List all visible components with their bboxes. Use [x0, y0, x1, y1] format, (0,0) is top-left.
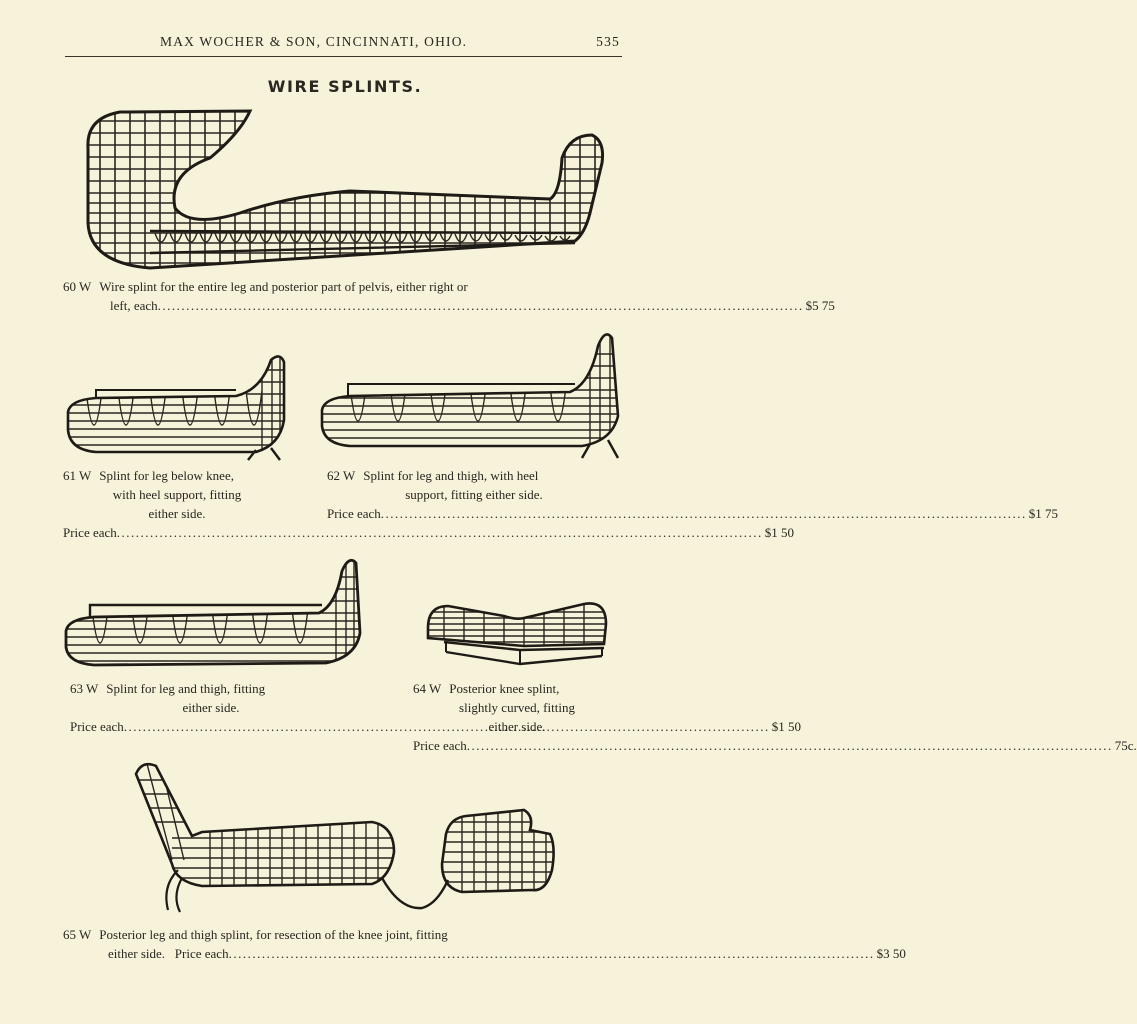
- leader-dots: [158, 298, 804, 313]
- item-60w: [63, 277, 835, 315]
- item-number: 61 W: [63, 468, 92, 483]
- item-description-cont: either side.: [108, 946, 166, 961]
- splint-64w-illustration: [424, 598, 610, 670]
- price-label: Price each: [327, 506, 381, 521]
- splint-60w-illustration: [80, 103, 610, 275]
- item-description-cont: left, each: [110, 298, 158, 313]
- firm-name: MAX WOCHER & SON, CINCINNATI, OHIO.: [160, 34, 468, 49]
- item-price: $3 50: [876, 946, 906, 961]
- item-price: $1 50: [764, 525, 795, 540]
- header-rule: [65, 56, 622, 57]
- leader-dots: [381, 506, 1027, 521]
- leader-dots: [467, 738, 1113, 753]
- running-head: [60, 34, 620, 54]
- item-price: $1 50: [771, 719, 802, 734]
- item-number: 64 W: [413, 681, 442, 696]
- item-description-cont: either side.: [148, 506, 206, 521]
- splint-62w-illustration: [320, 326, 622, 462]
- price-label: Price each: [413, 738, 467, 753]
- splint-61w-illustration: [66, 350, 288, 462]
- item-price: 75c.: [1114, 738, 1137, 753]
- splint-65w-illustration: [132, 760, 556, 916]
- item-65w: [63, 925, 906, 963]
- item-description: Splint for leg below knee,: [99, 468, 234, 483]
- item-number: 65 W: [63, 927, 92, 942]
- leader-dots: [117, 525, 763, 540]
- item-number: 60 W: [63, 279, 92, 294]
- item-number: 62 W: [327, 468, 356, 483]
- leader-dots: [229, 946, 875, 961]
- item-description: Posterior knee splint,: [449, 681, 560, 696]
- item-price: $1 75: [1028, 506, 1059, 521]
- section-title: WIRE SPLINTS.: [267, 77, 423, 96]
- item-description-cont: slightly curved, fitting: [459, 700, 575, 715]
- item-description: Posterior leg and thigh splint, for resection of the knee joint, fitting: [99, 927, 448, 942]
- price-label: Price each: [70, 719, 124, 734]
- page-number: 535: [596, 34, 620, 49]
- item-number: 63 W: [70, 681, 99, 696]
- splint-63w-illustration: [64, 553, 362, 669]
- item-description-cont: either side.: [488, 719, 546, 734]
- item-62w: [327, 466, 1059, 523]
- item-description: Splint for leg and thigh, with heel: [363, 468, 539, 483]
- item-description: Wire splint for the entire leg and posterior part of pelvis, either right or: [99, 279, 468, 294]
- price-label: Price each: [63, 525, 117, 540]
- item-description: Splint for leg and thigh, fitting: [106, 681, 266, 696]
- item-price: $5 75: [805, 298, 835, 313]
- item-description-cont: either side.: [182, 700, 240, 715]
- item-description-cont: with heel support, fitting: [112, 487, 242, 502]
- item-description-cont: support, fitting either side.: [405, 487, 543, 502]
- price-label: Price each: [174, 946, 229, 961]
